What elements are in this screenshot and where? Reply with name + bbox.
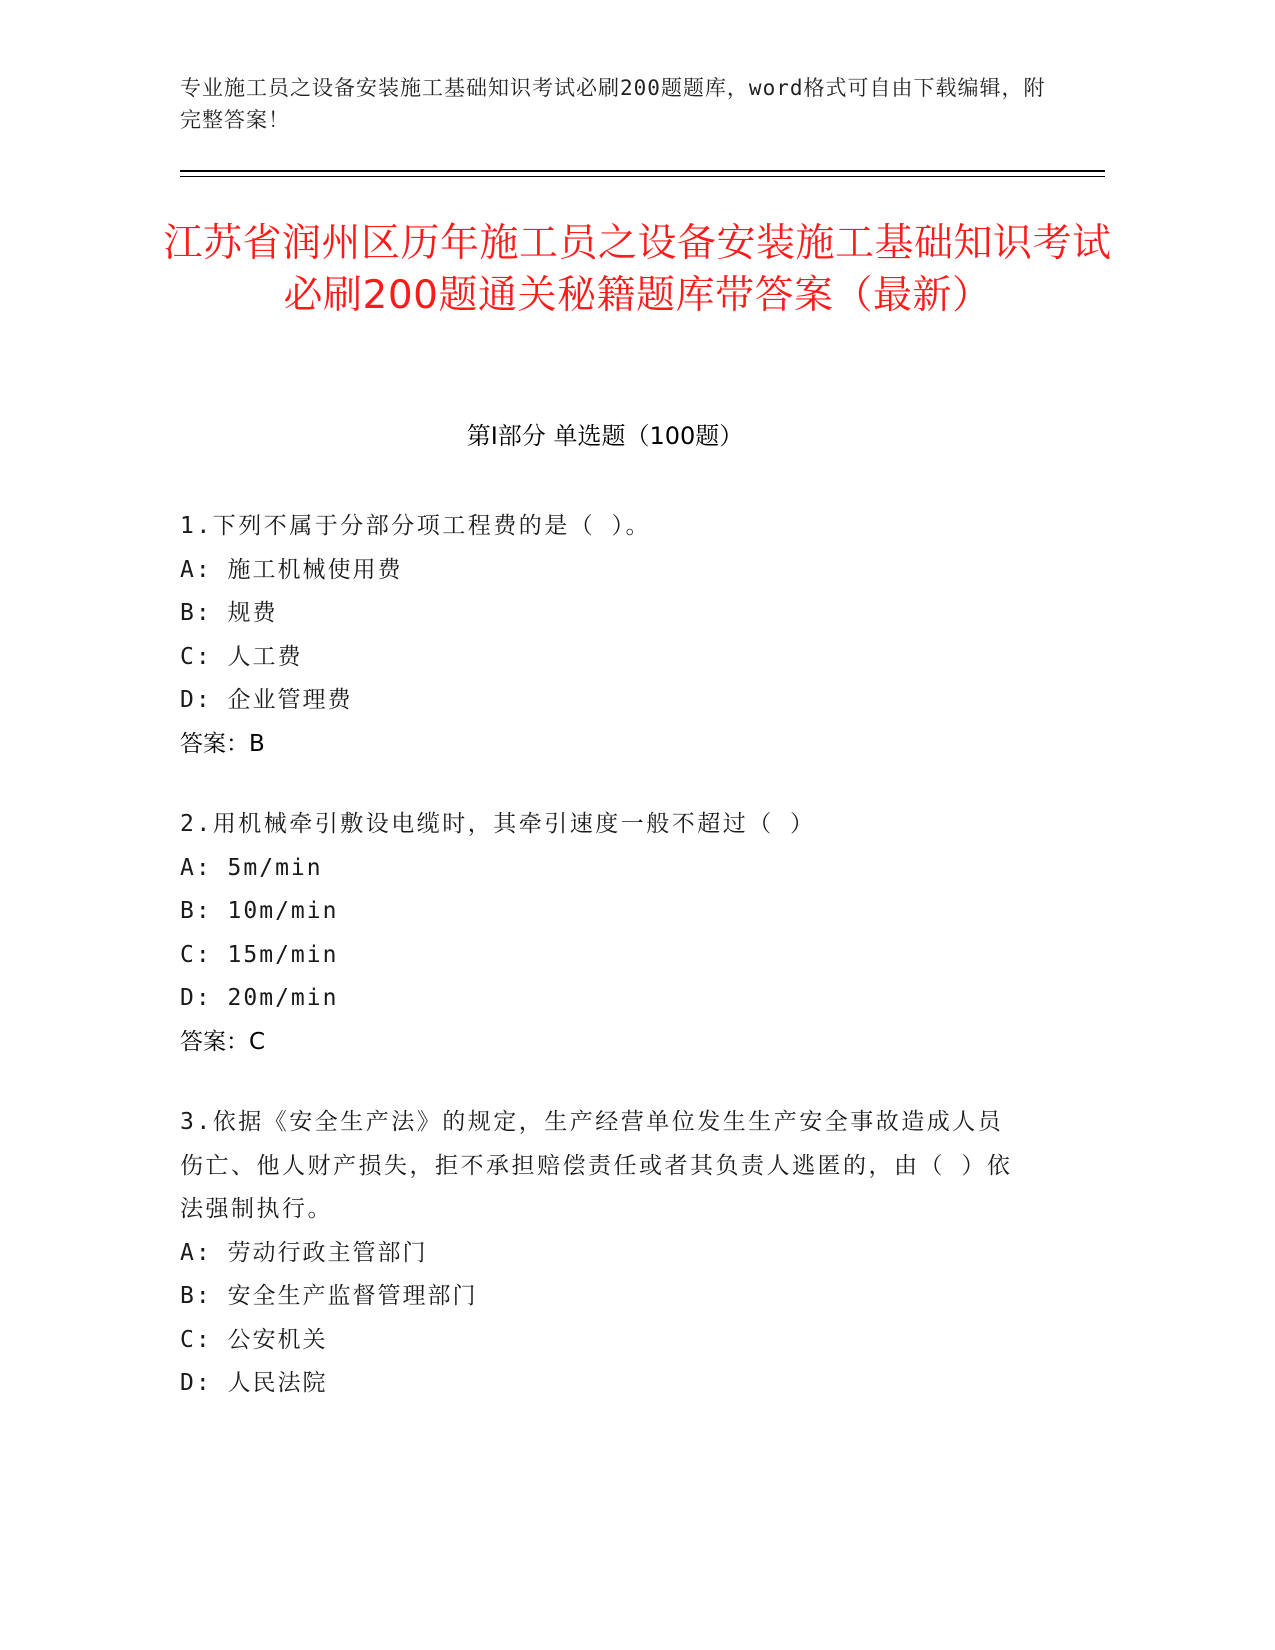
question-1 (180, 505, 1020, 766)
option-a: A: 施工机械使用费 (180, 556, 403, 583)
option-b: B: 规费 (180, 600, 278, 626)
question-3 (180, 1101, 1020, 1406)
option-d: D: 20m/min (180, 985, 339, 1011)
option-c: C: 公安机关 (180, 1326, 328, 1353)
question-stem: 1.下列不属于分部分项工程费的是（ ）。 (180, 513, 652, 539)
question-list (180, 505, 1020, 1443)
header-note: 专业施工员之设备安装施工基础知识考试必刷200题题库，word格式可自由下载编辑，附完整答案！ (180, 76, 1046, 132)
section-heading: 第Ⅰ部分 单选题（100题） (466, 422, 744, 450)
option-a: A: 5m/min (180, 854, 323, 881)
option-c: C: 人工费 (180, 643, 303, 670)
document-title: 江苏省润州区历年施工员之设备安装施工基础知识考试必刷200题通关秘籍题库带答案（最新） (163, 221, 1112, 318)
option-b: B: 10m/min (180, 898, 339, 924)
option-a: A: 劳动行政主管部门 (180, 1239, 428, 1266)
option-d: D: 人民法院 (180, 1370, 328, 1396)
question-2 (180, 803, 1020, 1064)
option-d: D: 企业管理费 (180, 687, 353, 713)
question-stem: 2.用机械牵引敷设电缆时，其牵引速度一般不超过（ ） (180, 811, 816, 837)
answer-line: 答案：B (180, 730, 265, 757)
option-b: B: 安全生产监督管理部门 (180, 1283, 478, 1309)
header-divider-thin (180, 176, 1105, 177)
header-divider-thick (180, 170, 1105, 172)
question-stem: 3.依据《安全生产法》的规定，生产经营单位发生生产安全事故造成人员伤亡、他人财产损失，拒不承担赔偿责任或者其负责人逃匿的，由（ ）依法强制执行。 (180, 1109, 1013, 1222)
option-c: C: 15m/min (180, 941, 339, 968)
answer-line: 答案：C (180, 1028, 266, 1055)
